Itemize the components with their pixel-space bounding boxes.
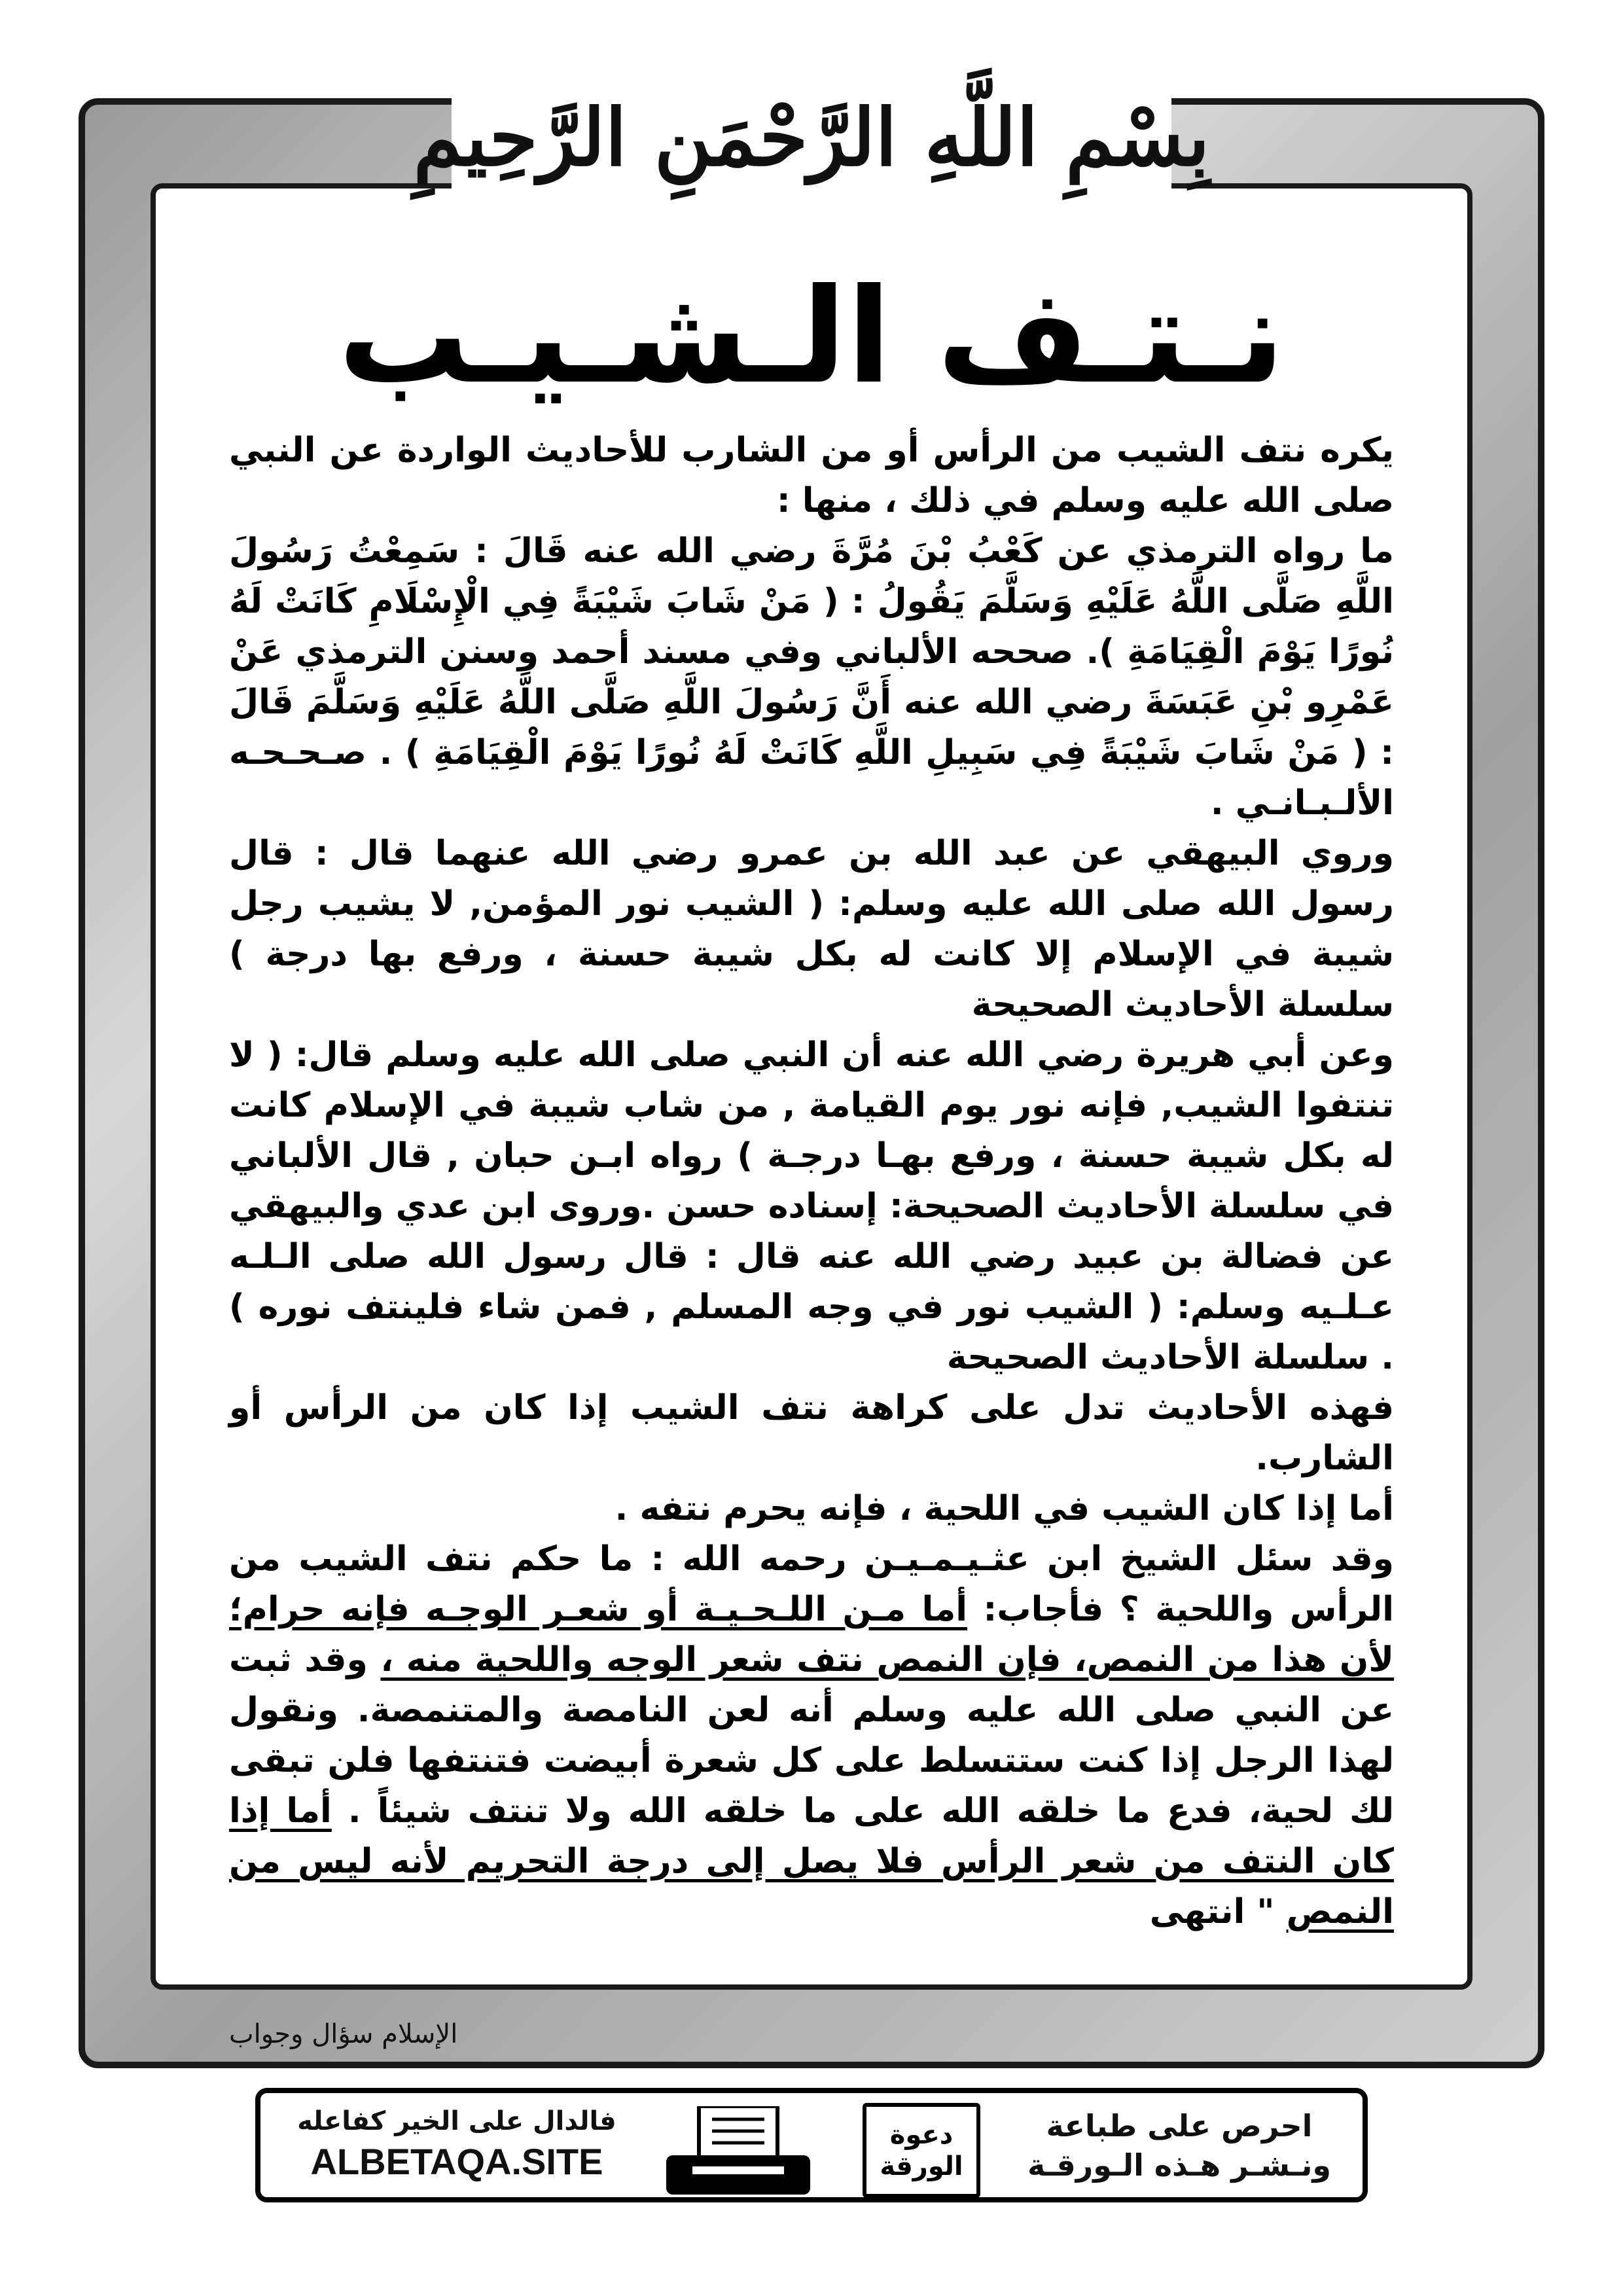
footer-site-link[interactable]: ALBETAQA.SITE (310, 2141, 603, 2182)
basmala: بِسْمِ اللَّهِ الرَّحْمَنِ الرَّحِيمِ (413, 91, 1210, 184)
fatwa-underlined-1: أما مـن اللـحـيـة أو شعـر الوجـه فإنه حرام؛ لأن هذا من النمص، فإن النمص نتف شعر الوجه واللحية منه ، (229, 1590, 1394, 1679)
fatwa-underlined-2: أما إذا كان النتف من شعر الرأس فلا يصل إلى درجة التحريم لأنه ليس من النمص (229, 1791, 1394, 1931)
fatwa-end: " انتهى (1149, 1892, 1287, 1931)
footer-call-line2: ونـشـر هـذه الـورقـة (1027, 2147, 1331, 2183)
dawa-logo: دعوة الورقة (863, 2103, 980, 2198)
paragraph: فهذه الأحاديث تدل على كراهة نتف الشيب إذا كان من الرأس أو الشارب. (229, 1388, 1394, 1478)
footer-call-line1: احرص على طباعة (1046, 2108, 1313, 2144)
article-body (229, 425, 1394, 1937)
printer-icon (666, 2106, 823, 2198)
footer-slogan: فالدال على الخير كفاعله (297, 2106, 616, 2136)
fatwa-middle: وقد ثبت عن النبي صلى الله عليه وسلم أنه لعن النامصة والمتنمصة. ونقول لهذا الرجل إذا كنت ستتسلط على كل شعرة أبيضت فتنتفها فلن تبقى لك لحية، فدع ما خلقه الله على ما خلقه الله ولا تنتف شيئاً . (229, 1640, 1394, 1831)
footer-banner (255, 2088, 1368, 2202)
fatwa-intro: وقد سئل الشيخ ابن عثـيـمـيـن رحمه الله : ما حكم نتف الشيب من الرأس واللحية ؟ فأجاب: (229, 1539, 1394, 1629)
paragraph: يكره نتف الشيب من الرأس أو من الشارب للأحاديث الواردة عن النبي صلى الله عليه وسلم في ذلك ، منها : (229, 431, 1394, 520)
paragraph: وعن أبي هريرة رضي الله عنه أن النبي صلى الله عليه وسلم قال: ( لا تنتفوا الشيب, فإنه نور يوم القيامة , من شاب شيبة في الإسلام كانت له بكل شيبة حسنة ، ورفع بهـا درجـة ) رواه ابـن حبان , قال الألباني في سلسلة الأحاديث الصحيحة: إسناده حسن .وروى ابن عدي والبيهقي عن فضالة بن عبيد رضي الله عنه قال : قال رسول الله صلى الـلـه عـلـيه وسلم: ( الشيب نور في وجه المسلم , فمن شاء فلينتف نوره ) . سلسلة الأحاديث الصحيحة (229, 1035, 1394, 1377)
paragraph: وروي البيهقي عن عبد الله بن عمرو رضي الله عنهما قال : قال رسول الله صلى الله عليه وسلم: ( الشيب نور المؤمن, لا يشيب رجل شيبة في الإسلام إلا كانت له بكل شيبة حسنة ، ورفع بها درجة ) سلسلة الأحاديث الصحيحة (229, 834, 1394, 1024)
paragraph: ما رواه الترمذي عن كَعْبُ بْنَ مُرَّةَ رضي الله عنه قَالَ : سَمِعْتُ رَسُولَ اللَّهِ صَلَّى اللَّهُ عَلَيْهِ وَسَلَّمَ يَقُولُ : ( مَنْ شَابَ شَيْبَةً فِي الْإِسْلَامِ كَانَتْ لَهُ نُورًا يَوْمَ الْقِيَامَةِ ). صححه الألباني وفي مسند أحمد وسنن الترمذي عَنْ عَمْرِو بْنِ عَبَسَةَ رضي الله عنه أَنَّ رَسُولَ اللَّهِ صَلَّى اللَّهُ عَلَيْهِ وَسَلَّمَ قَالَ : ( مَنْ شَابَ شَيْبَةً فِي سَبِيلِ اللَّهِ كَانَتْ لَهُ نُورًا يَوْمَ الْقِيَامَةِ ) . صـحـحـه الألـبـانـي . (229, 531, 1394, 823)
paragraph: أما إذا كان الشيب في اللحية ، فإنه يحرم نتفه . (615, 1489, 1394, 1528)
footer-left (287, 2106, 627, 2183)
page-title: نـتـف الـشـيـب (338, 260, 1285, 413)
footer-right (1022, 2106, 1336, 2185)
source-citation: الإسلام سؤال وجواب (229, 2019, 458, 2049)
basmala-cartouche (413, 39, 1210, 236)
fatwa-paragraph (229, 1534, 1394, 1937)
